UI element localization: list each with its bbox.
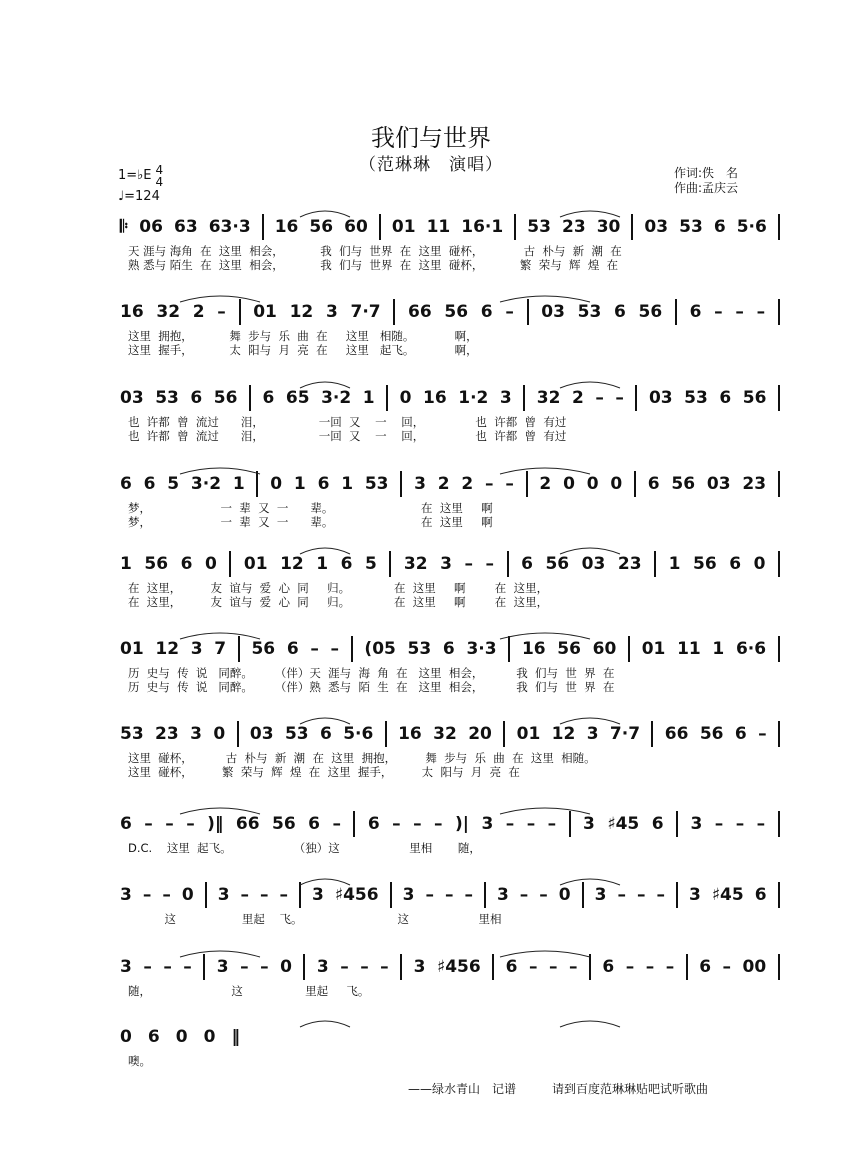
- song-title: 我们与世界: [371, 124, 491, 152]
- note: 12: [155, 639, 180, 659]
- note: 12: [280, 554, 304, 574]
- note: 6: [602, 957, 615, 977]
- note: –: [464, 885, 473, 905]
- note: –: [186, 814, 195, 834]
- note: 7·7: [609, 724, 641, 744]
- note: 11: [677, 639, 701, 659]
- lyric-line: 梦， 一 辈 又 一 辈。 在 这里 啊: [128, 515, 493, 529]
- note: 0: [753, 554, 766, 574]
- note: 66: [408, 302, 432, 322]
- slur: [180, 296, 260, 302]
- lyric-line: 在 这里， 友 谊与 爱 心 同 归。 在 这里 啊 在 这里，: [128, 595, 549, 609]
- note: )|: [455, 814, 469, 834]
- note: 66: [235, 814, 260, 834]
- slur: [180, 808, 260, 814]
- note: 6: [120, 814, 132, 834]
- note: 3: [216, 957, 229, 977]
- lyric-line: 这里 碰杯， 繁 荣与 辉 煌 在 这里 握手， 太 阳与 月 亮 在: [128, 765, 520, 779]
- note: –: [735, 814, 745, 834]
- slur: [560, 879, 620, 885]
- slur: [560, 718, 620, 724]
- lyric-line: 在 这里， 友 谊与 爱 心 同 归。 在 这里 啊 在 这里，: [128, 581, 549, 595]
- lyric-line: 这 里起 飞。 这 里相: [128, 912, 502, 926]
- lyricist: 作词:佚 名: [674, 166, 739, 180]
- note: –: [143, 957, 152, 977]
- slur: [500, 633, 590, 639]
- slur-arcs: [120, 627, 780, 641]
- note: –: [636, 885, 646, 905]
- note: 03: [706, 474, 731, 494]
- lyric-line: 也 许都 曾 流过 泪， 一回 又 一 回， 也 许都 曾 有过: [128, 415, 567, 429]
- note: 1: [341, 474, 354, 494]
- note: –: [505, 814, 515, 834]
- note: –: [485, 554, 495, 574]
- note: 5·6: [736, 217, 767, 237]
- note: 3: [120, 885, 132, 905]
- note: 2: [572, 388, 584, 408]
- slur: [300, 211, 350, 217]
- note: 5·6: [343, 724, 374, 744]
- note: 3: [190, 639, 203, 659]
- note: 56: [671, 474, 696, 494]
- note: –: [547, 814, 557, 834]
- note: 03: [648, 388, 673, 408]
- lyric-line: 噢。: [128, 1054, 151, 1068]
- note: 2: [461, 474, 474, 494]
- note: –: [528, 957, 538, 977]
- note: 3: [414, 474, 426, 494]
- note: 6: [190, 388, 203, 408]
- slur: [180, 468, 260, 474]
- note: 32: [433, 724, 457, 744]
- note: 6: [647, 474, 660, 494]
- lyric-line: 历 史与 传 说 同醉。 （伴）熟 悉与 陌 生 在 这里 相会， 我 们与 世 界 在: [128, 680, 615, 694]
- note: 3: [312, 885, 324, 905]
- note: 53: [527, 217, 551, 237]
- note: –: [656, 885, 665, 905]
- note: 12: [289, 302, 314, 322]
- note: ‖: [231, 1027, 240, 1047]
- note: 03: [644, 217, 669, 237]
- note: 03: [581, 554, 606, 574]
- note: 3: [594, 885, 607, 905]
- note: 01: [391, 217, 416, 237]
- note: 01: [243, 554, 268, 574]
- note: –: [332, 814, 341, 834]
- note: 1: [316, 554, 329, 574]
- note: 56: [251, 639, 276, 659]
- note: 56: [144, 554, 169, 574]
- note: –: [714, 814, 724, 834]
- slur: [300, 1021, 350, 1027]
- note: 56: [638, 302, 663, 322]
- note: 2: [437, 474, 450, 494]
- note: –: [183, 957, 192, 977]
- note: 1·2: [458, 388, 489, 408]
- slur-arcs: [120, 1015, 780, 1029]
- note: 53: [407, 639, 432, 659]
- note: 56: [557, 639, 581, 659]
- time-signature: [156, 164, 164, 188]
- key-signature: [118, 164, 163, 204]
- note: 3: [499, 388, 512, 408]
- note: 6: [613, 302, 626, 322]
- note: –: [485, 474, 494, 494]
- note: 66: [664, 724, 689, 744]
- note: –: [464, 554, 473, 574]
- note: 65: [285, 388, 310, 408]
- note: 3: [413, 957, 426, 977]
- note: –: [163, 957, 172, 977]
- credits: [674, 166, 738, 196]
- note: 20: [468, 724, 492, 744]
- note: 0: [610, 474, 623, 494]
- note: 3: [120, 957, 132, 977]
- note: 56: [213, 388, 238, 408]
- note: 6: [651, 814, 664, 834]
- note: 53: [120, 724, 144, 744]
- note: 2: [192, 302, 205, 322]
- note: 0: [563, 474, 575, 494]
- note: 0: [558, 885, 571, 905]
- note: 0: [175, 1027, 188, 1047]
- note: –: [539, 885, 548, 905]
- note: –: [714, 302, 723, 322]
- note: 6: [729, 554, 742, 574]
- time-top: 4: [155, 163, 164, 177]
- note: –: [330, 639, 340, 659]
- note: 3: [496, 885, 509, 905]
- note: )‖: [207, 814, 224, 834]
- note: 3: [190, 724, 202, 744]
- lyric-line: 梦， 一 辈 又 一 辈。 在 这里 啊: [128, 501, 493, 515]
- note: 01: [516, 724, 541, 744]
- note: 1: [293, 474, 306, 494]
- note: –: [526, 814, 536, 834]
- note: –: [444, 885, 454, 905]
- note: 23: [561, 217, 586, 237]
- note: 0: [213, 724, 226, 744]
- note: 7·7: [350, 302, 381, 322]
- lyric-line: 天 涯与 海角 在 这里 相会， 我 们与 世界 在 这里 碰杯， 古 朴与 新 潮 在: [128, 244, 622, 258]
- note: –: [519, 885, 529, 905]
- note: 56: [692, 554, 717, 574]
- note: 3·3: [466, 639, 497, 659]
- slur: [500, 468, 590, 474]
- note: –: [310, 639, 319, 659]
- note: –: [260, 957, 269, 977]
- note: 30: [596, 217, 621, 237]
- note: ♯45: [607, 814, 640, 834]
- note: 16: [423, 388, 447, 408]
- note: 𝄆: [120, 217, 129, 237]
- note: 60: [344, 217, 368, 237]
- note: 6: [147, 1027, 160, 1047]
- note: –: [165, 814, 174, 834]
- lyric-line: 这里 握手， 太 阳与 月 亮 在 这里 起飞。 啊，: [128, 343, 478, 357]
- note: 16: [398, 724, 422, 744]
- note: 03: [120, 388, 144, 408]
- note: 6: [340, 554, 353, 574]
- note: –: [380, 957, 389, 977]
- slur: [500, 808, 590, 814]
- slur: [180, 951, 260, 957]
- note: 3: [688, 885, 701, 905]
- note: 16·1: [461, 217, 504, 237]
- note: 6: [143, 474, 156, 494]
- note: –: [505, 302, 514, 322]
- lyric-line: 随， 这 里起 飞。: [128, 984, 370, 998]
- slur: [560, 548, 620, 554]
- note: 3: [316, 957, 329, 977]
- note: –: [735, 302, 744, 322]
- note: 53: [684, 388, 708, 408]
- note: 23: [742, 474, 767, 494]
- note: –: [505, 474, 514, 494]
- note: 53: [577, 302, 602, 322]
- slur: [560, 211, 620, 217]
- note: (05: [364, 639, 396, 659]
- note: 0: [586, 474, 599, 494]
- slur-arcs: [120, 945, 780, 959]
- note: 1: [362, 388, 375, 408]
- note: 6: [262, 388, 275, 408]
- composer: 作曲:孟庆云: [674, 181, 739, 195]
- note: 12: [551, 724, 576, 744]
- note: 16: [521, 639, 546, 659]
- note: –: [279, 885, 289, 905]
- note: –: [217, 302, 226, 322]
- note: ♯45: [711, 885, 744, 905]
- note: –: [360, 957, 369, 977]
- note: –: [568, 957, 578, 977]
- note: 3: [402, 885, 415, 905]
- note: 6: [719, 388, 732, 408]
- note: 6: [689, 302, 702, 322]
- note: 56: [545, 554, 570, 574]
- note: 53: [364, 474, 389, 494]
- note: –: [722, 957, 732, 977]
- tempo-mark: ♩=124: [118, 189, 160, 204]
- note: 6: [120, 474, 132, 494]
- note: 3: [690, 814, 703, 834]
- note: –: [758, 724, 767, 744]
- note: 3: [440, 554, 452, 574]
- slur-arcs: [120, 462, 780, 476]
- note: 6: [699, 957, 712, 977]
- note: –: [548, 957, 558, 977]
- note: –: [625, 957, 635, 977]
- note: 1: [232, 474, 245, 494]
- note: 1: [712, 639, 725, 659]
- note: 6: [286, 639, 299, 659]
- note: 32: [156, 302, 181, 322]
- note: 6: [180, 554, 193, 574]
- note: 0: [204, 554, 217, 574]
- note: –: [665, 957, 675, 977]
- lyric-line: 这里 拥抱， 舞 步与 乐 曲 在 这里 相随。 啊，: [128, 329, 478, 343]
- time-bottom: 4: [155, 175, 164, 189]
- note: –: [144, 814, 153, 834]
- note: 7: [214, 639, 227, 659]
- note: 3·2: [190, 474, 222, 494]
- slur: [300, 718, 350, 724]
- note: –: [340, 957, 349, 977]
- slur: [300, 879, 350, 885]
- note: 0: [120, 1027, 132, 1047]
- note: 6·6: [735, 639, 767, 659]
- note: 32: [536, 388, 561, 408]
- note: 3: [481, 814, 494, 834]
- note: 6: [442, 639, 455, 659]
- slur-arcs: [120, 205, 780, 219]
- note: 60: [592, 639, 617, 659]
- note: 3: [586, 724, 599, 744]
- note: 03: [249, 724, 274, 744]
- note: –: [595, 388, 604, 408]
- slur-arcs: [120, 802, 780, 816]
- note: 63: [174, 217, 198, 237]
- note: 01: [641, 639, 666, 659]
- note: –: [240, 885, 250, 905]
- slur: [180, 633, 260, 639]
- slur-arcs: [120, 290, 780, 304]
- note: 23: [617, 554, 642, 574]
- footer-note: ——绿水青山 记谱 请到百度范琳琳贴吧试听歌曲: [408, 1082, 709, 1096]
- note: 56: [272, 814, 296, 834]
- note: –: [413, 814, 422, 834]
- note: 6: [320, 724, 332, 744]
- note: 63·3: [208, 217, 251, 237]
- slur-arcs: [120, 542, 780, 556]
- note: –: [645, 957, 655, 977]
- note: –: [756, 814, 766, 834]
- slur: [500, 296, 590, 302]
- slur-arcs: [120, 376, 780, 390]
- note: 2: [539, 474, 552, 494]
- note: 56: [742, 388, 767, 408]
- note: 6: [713, 217, 726, 237]
- note: 6: [367, 814, 380, 834]
- note: –: [617, 885, 626, 905]
- note: 6: [480, 302, 493, 322]
- note: 16: [120, 302, 144, 322]
- slur-arcs: [120, 712, 780, 726]
- slur: [560, 382, 620, 388]
- lyric-line: 也 许都 曾 流过 泪， 一回 又 一 回， 也 许都 曾 有过: [128, 429, 567, 443]
- note: 01: [120, 639, 144, 659]
- note: ♯456: [334, 885, 379, 905]
- lyric-line: 这里 碰杯， 古 朴与 新 潮 在 这里 拥抱， 舞 步与 乐 曲 在 这里 相随。: [128, 751, 596, 765]
- note: –: [162, 885, 171, 905]
- note: 3: [583, 814, 595, 834]
- note: 6: [308, 814, 320, 834]
- note: 0: [270, 474, 283, 494]
- note: –: [260, 885, 269, 905]
- slur: [500, 951, 590, 957]
- lyric-line: D.C. 这里 起飞。 （独）这 里相 随，: [128, 841, 481, 855]
- note: 53: [284, 724, 309, 744]
- note: –: [142, 885, 152, 905]
- note: 6: [521, 554, 533, 574]
- note: 1: [668, 554, 681, 574]
- slur-arcs: [120, 873, 780, 887]
- note: 3: [217, 885, 230, 905]
- note: 6: [754, 885, 767, 905]
- note: 6: [734, 724, 747, 744]
- note: 6: [317, 474, 330, 494]
- note: 53: [679, 217, 703, 237]
- note: 3·2: [321, 388, 352, 408]
- note: –: [392, 814, 401, 834]
- note: 56: [699, 724, 724, 744]
- note: ♯456: [436, 957, 481, 977]
- note: 01: [253, 302, 277, 322]
- note: 06: [139, 217, 163, 237]
- note: 32: [403, 554, 428, 574]
- note: –: [434, 814, 443, 834]
- note: 23: [155, 724, 179, 744]
- lyric-line: 熟 悉与 陌生 在 这里 相会， 我 们与 世界 在 这里 碰杯， 繁 荣与 辉 煌 在: [128, 258, 619, 272]
- song-subtitle: （范琳琳 演唱）: [359, 155, 503, 175]
- note: 5: [365, 554, 377, 574]
- note: –: [240, 957, 249, 977]
- note: –: [756, 302, 766, 322]
- note: 3: [325, 302, 338, 322]
- note: 56: [444, 302, 469, 322]
- note: 0: [280, 957, 292, 977]
- note: –: [615, 388, 624, 408]
- note: 1: [120, 554, 132, 574]
- note: 0: [399, 388, 412, 408]
- key-label: 1=♭E: [118, 168, 152, 183]
- note: 0: [203, 1027, 216, 1047]
- note: 16: [274, 217, 299, 237]
- note: 00: [742, 957, 767, 977]
- note: 53: [155, 388, 179, 408]
- note: 0: [181, 885, 194, 905]
- note: 11: [426, 217, 451, 237]
- slur: [560, 1021, 620, 1027]
- note: 6: [505, 957, 518, 977]
- slur: [300, 382, 350, 388]
- lyric-line: 历 史与 传 说 同醉。 （伴）天 涯与 海 角 在 这里 相会， 我 们与 世 界 在: [128, 666, 615, 680]
- note: 03: [541, 302, 565, 322]
- note: 5: [167, 474, 180, 494]
- slur: [300, 548, 350, 554]
- note: –: [425, 885, 434, 905]
- note: 56: [309, 217, 334, 237]
